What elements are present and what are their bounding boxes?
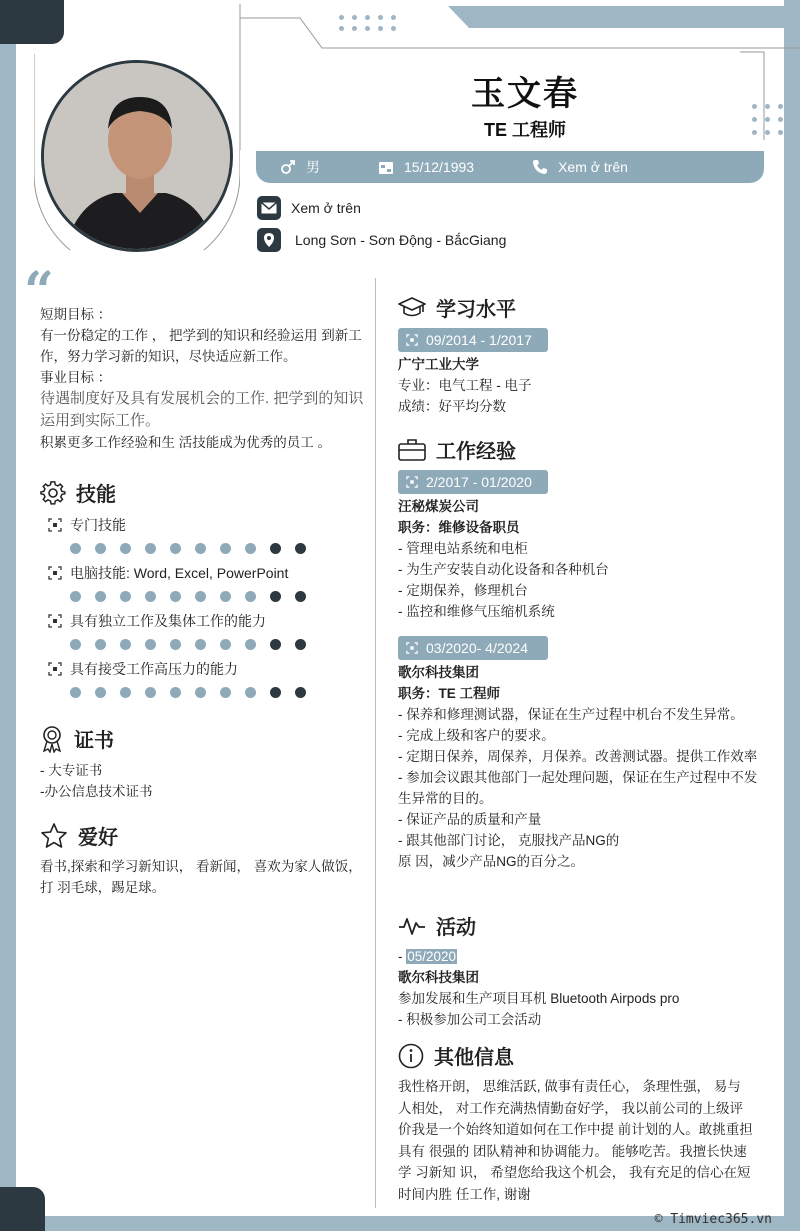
skill-dot: [270, 543, 281, 554]
company-name: 歌尔科技集团: [398, 665, 479, 680]
email-contact: [257, 196, 361, 220]
activity-details: [398, 946, 768, 1030]
skill-dot: [120, 543, 131, 554]
job-duty: - 跟其他部门讨论， 克服找产品NG的: [398, 833, 620, 848]
job-duty: - 参加会议跟其他部门一起处理问题，保证在生产过程中不发生异常的目的。: [398, 770, 758, 806]
job-duty: - 保养和修理测试器，保证在生产过程中机台不发生异常。: [398, 707, 744, 722]
job-date-text: 03/2020- 4/2024: [426, 640, 528, 656]
hobbies-heading: [40, 821, 118, 850]
job-position: 职务：TE 工程师: [398, 686, 501, 701]
skill-dot: [195, 639, 206, 650]
other-info-heading: [398, 1041, 514, 1070]
certificate-item: -办公信息技术证书: [40, 784, 153, 799]
target-icon: [406, 642, 418, 654]
education-title: 学习水平: [436, 299, 516, 321]
education-date: [398, 328, 548, 352]
skill-dot: [170, 543, 181, 554]
skill-dot: [295, 639, 306, 650]
briefcase-icon: [398, 438, 426, 462]
phone-icon: [532, 159, 548, 175]
certificates-title: 证书: [74, 730, 114, 752]
skill-dot: [95, 687, 106, 698]
skill-item: [48, 659, 368, 698]
skill-dot: [270, 639, 281, 650]
major: 专业：电气工程 - 电子: [398, 378, 532, 393]
phone-info: [532, 159, 628, 175]
watermark: © Timviec365.vn: [654, 1212, 772, 1227]
target-icon: [406, 476, 418, 488]
skill-dot: [270, 687, 281, 698]
job-duty: - 完成上级和客户的要求。: [398, 728, 555, 743]
address-contact: [257, 228, 506, 252]
job-date: [398, 470, 548, 494]
job-duty: - 管理电站系统和电柜: [398, 541, 528, 556]
target-icon: [48, 566, 62, 580]
skill-rating: [70, 543, 368, 554]
phone-text: Xem ở trên: [558, 159, 628, 175]
skill-dot: [95, 543, 106, 554]
skill-dot: [245, 687, 256, 698]
skill-dot: [70, 591, 81, 602]
activity-date: 05/2020: [407, 949, 457, 964]
skill-dot: [145, 591, 156, 602]
skill-dot: [145, 687, 156, 698]
job-duty: - 定期保养，修理机台: [398, 583, 528, 598]
email-text: Xem ở trên: [291, 200, 361, 216]
gender-info: [280, 157, 320, 177]
school-name: 广宁工业大学: [398, 357, 479, 372]
skill-rating: [70, 687, 368, 698]
skills-title: 技能: [76, 484, 116, 506]
skill-rating: [70, 591, 368, 602]
skill-dot: [70, 543, 81, 554]
activity-dash: -: [398, 949, 407, 964]
target-icon: [48, 614, 62, 628]
experience-heading: [398, 435, 516, 464]
hobbies-title: 爱好: [78, 827, 118, 849]
skill-dot: [195, 591, 206, 602]
skill-dot: [120, 591, 131, 602]
long-term-text: 积累更多工作经验和生 活技能成为优秀的员工 。: [40, 435, 332, 450]
birth-info: [378, 159, 474, 175]
target-icon: [48, 518, 62, 532]
target-icon: [48, 662, 62, 676]
activity-line: 参加发展和生产项目耳机 Bluetooth Airpods pro: [398, 991, 680, 1006]
email-icon: [257, 196, 281, 220]
info-icon: [398, 1043, 424, 1069]
certificate-item: - 大专证书: [40, 763, 103, 778]
other-info-title: 其他信息: [434, 1047, 514, 1069]
dot-grid-top: [339, 15, 396, 31]
skill-dot: [120, 639, 131, 650]
quote-icon: “: [24, 261, 54, 322]
experience-title: 工作经验: [436, 441, 516, 463]
address-text: Long Sơn - Sơn Động - BắcGiang: [295, 232, 507, 248]
certificates-heading: [40, 724, 114, 753]
skill-dot: [195, 543, 206, 554]
job-duty: - 为生产安装自动化设备和各种机台: [398, 562, 609, 577]
photo-frame: [34, 54, 240, 250]
star-icon: [40, 822, 68, 850]
skill-label: 具有接受工作高压力的能力: [70, 661, 238, 677]
job-date: [398, 636, 548, 660]
skill-dot: [220, 543, 231, 554]
job-duty: - 监控和维修气压缩机系统: [398, 604, 555, 619]
job-duty: - 保证产品的质量和产量: [398, 812, 542, 827]
activities-heading: [398, 911, 476, 940]
skill-dot: [70, 687, 81, 698]
info-bar: [256, 151, 764, 183]
skill-dot: [220, 687, 231, 698]
education-heading: [398, 293, 516, 322]
skill-dot: [220, 591, 231, 602]
skill-item: [48, 563, 368, 602]
skill-item: [48, 515, 368, 554]
header-accent-bar: [448, 6, 800, 28]
skill-label: 专门技能: [70, 517, 126, 533]
education-details: [398, 354, 768, 417]
calendar-icon: [378, 159, 394, 175]
skill-dot: [245, 639, 256, 650]
long-term-label: 事业目标 ：: [40, 370, 112, 385]
graduation-cap-icon: [398, 297, 426, 319]
activity-line: - 积极参加公司工会活动: [398, 1012, 542, 1027]
skill-dot: [95, 639, 106, 650]
job-duty: - 定期日保养，周保养，月保养。改善测试器。提供工作效率: [398, 749, 758, 764]
candidate-name: 玉文春: [471, 75, 579, 113]
gender-text: 男: [306, 159, 320, 175]
long-term-text-large: 待遇制度好及具有发展机会的工作. 把学到的知识运用到实际工作。: [40, 390, 364, 429]
birth-text: 15/12/1993: [404, 159, 475, 175]
skill-item: [48, 611, 368, 650]
job-position: 职务：维修设备职员: [398, 520, 520, 535]
activity-pulse-icon: [398, 915, 426, 937]
skill-dot: [170, 687, 181, 698]
location-icon: [257, 228, 281, 252]
career-objective: [40, 304, 365, 453]
other-info-text: 我性格开朗， 思维活跃, 做事有责任心， 条理性强， 易与 人相处， 对工作充满热情勤奋好学， 我以前公司的上级评价我是一个始终知道如何在工作中提 前计划的人。敢挑重担具有 很强的 团队精神和协调能力。 能够吃苦。我擅长快速学 习新知 识， 希望您给我这个机会， 我有充足的信心在短 时间内胜 任工作, 谢谢: [398, 1079, 753, 1202]
job-details: [398, 496, 768, 622]
skill-dot: [195, 687, 206, 698]
activities-title: 活动: [436, 917, 476, 939]
grade: 成绩：好平均分数: [398, 399, 506, 414]
job-duty: 原 因，减少产品NG的百分之。: [398, 854, 585, 869]
job-date-text: 2/2017 - 01/2020: [426, 474, 532, 490]
skill-label: 电脑技能: Word, Excel, PowerPoint: [70, 565, 289, 581]
profile-photo: [41, 60, 233, 252]
skill-dot: [295, 543, 306, 554]
short-term-text: 有一份稳定的工作 ， 把学到的知识和经验运用 到新工作，努力学习新的知识，尽快适应新工作。: [40, 328, 362, 364]
skills-heading: [40, 478, 116, 507]
skill-dot: [170, 591, 181, 602]
skill-dot: [220, 639, 231, 650]
company-name: 汪秘煤炭公司: [398, 499, 479, 514]
gender-icon: [280, 159, 296, 175]
skill-dot: [70, 639, 81, 650]
skill-dot: [245, 591, 256, 602]
skill-label: 具有独立工作及集体工作的能力: [70, 613, 266, 629]
target-icon: [406, 334, 418, 346]
activity-org: 歌尔科技集团: [398, 970, 479, 985]
skill-dot: [295, 591, 306, 602]
skill-dot: [120, 687, 131, 698]
skill-dot: [245, 543, 256, 554]
award-icon: [40, 725, 64, 753]
gear-icon: [40, 480, 66, 506]
short-term-label: 短期目标 ：: [40, 307, 112, 322]
hobbies-text: 看书,探索和学习新知识， 看新闻， 喜欢为家人做饭，打 羽毛球，踢足球。: [40, 859, 362, 895]
skill-dot: [95, 591, 106, 602]
skill-dot: [145, 639, 156, 650]
skill-dot: [295, 687, 306, 698]
skill-dot: [270, 591, 281, 602]
skill-dot: [170, 639, 181, 650]
certificate-list: [40, 760, 360, 802]
job-title: TE 工程师: [483, 120, 566, 140]
job-details: [398, 662, 768, 872]
education-date-text: 09/2014 - 1/2017: [426, 332, 532, 348]
skill-dot: [145, 543, 156, 554]
column-divider: [375, 278, 376, 1208]
corner-decoration-bottom: [0, 1187, 45, 1231]
skill-rating: [70, 639, 368, 650]
